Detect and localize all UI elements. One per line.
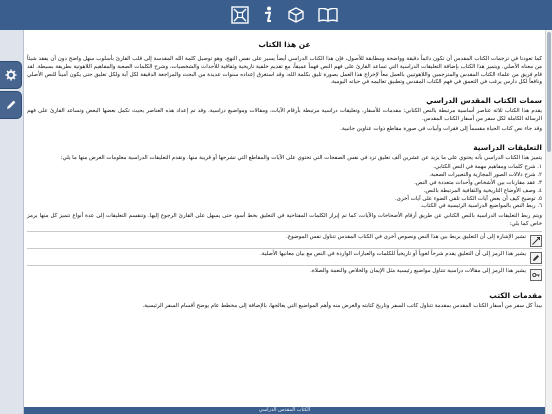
document-content	[27, 34, 542, 313]
list-item: ٢. شرح دلالات الصور المجازية والتعبيرات الصعبة.	[429, 172, 542, 179]
pencil-note-icon	[530, 252, 542, 264]
section-intros-body: يبدأ كل سفر من أسفار الكتاب المقدس بمقدمة تتناول كاتب السفر وتاريخ كتابته والغرض منه وأهم المواضيع التي يعالجها، بالإضافة إلى مخطط عام يوضح أقسام السفر الرئيسية.	[142, 302, 542, 309]
sidebar	[0, 30, 24, 414]
callout-text: يشير هذا الرمز إلى مقالات دراسية تتناول مواضيع رئيسية مثل الإيمان والخلاص والنعمة والصلاة.	[310, 267, 526, 274]
section-features-body: يقدم هذا الكتاب ثلاثة عناصر أساسية مرتبطة بالنص الكتابي: مقدمات للأسفار، وتعليقات دراسية مرتبطة بأرقام الآيات، ومقالات ومواضيع دراسية. وقد تم إعداد هذه العناصر بحيث تكمل بعضها البعض وتساعد القارئ على فهم الرسالة الكاملة لكل سفر من أسفار الكتاب المقدس.	[27, 108, 542, 122]
section-notes-title: التعليقات الدراسية	[473, 142, 542, 152]
callout-key	[27, 265, 542, 282]
section-notes-body: يتميز هذا الكتاب الدراسي بأنه يحتوي على ما يزيد عن عشرين ألف تعليق ترد في نفس الصفحات التي تحتوي على الآيات والمقاطع التي تشرحها أو قريبة منها. وتقدم التعليقات الدراسية معلومات الغرض منها ما يلي:	[60, 154, 542, 161]
list-item: ١. شرح كلمات ومفاهيم مهمة في النص الكتابي.	[433, 164, 542, 171]
section-features-more: وقد جاء نص كتاب الحياة مقسماً إلى فقرات وأبيات في صورة مقاطع ذوات عناوين جانبية.	[340, 125, 542, 132]
list-item: ٤. وصف الأوضاع التاريخية والثقافية المرتبطة بالنص.	[423, 187, 542, 194]
document-view[interactable]	[24, 30, 545, 414]
cube-icon	[288, 7, 304, 23]
callout-crossref	[27, 231, 542, 248]
cube-button[interactable]	[284, 4, 308, 26]
gear-icon	[5, 69, 17, 81]
info-button[interactable]	[256, 4, 280, 26]
notes-tab[interactable]	[0, 91, 22, 119]
list-item: ٣. عقد مقارنات بين الأشخاص وأحداث متعددة في النص.	[414, 179, 542, 186]
toolbar	[0, 0, 552, 31]
scrollbar[interactable]	[545, 30, 552, 414]
settings-tab[interactable]	[0, 61, 22, 89]
crossref-icon	[530, 235, 542, 247]
open-book-button[interactable]	[316, 4, 340, 26]
cross-reference-icon	[231, 6, 249, 24]
intro-paragraph: كما تعودنا في ترجمات الكتاب المقدس أن تكون دائماً دقيقة وواضحة ومطابقة للأصول، فإن هذا الكتاب الدراسي أيضاً يسير على نفس النهج، وهو توصيل كلمة الله المقدسة إلى قلب القارئ بأسلوب سهل واضح دون أن يفقد شيئاً من معناه الأصلي. ويتميز هذا الكتاب بإضافة التعليقات الدراسية التي تساعد القارئ على فهم النص فهماً عميقاً، مع تقديم خلفية تاريخية وثقافية للأحداث والشخصيات، وشرح الكلمات الصعبة والمفاهيم اللاهوتية بطريقة بسيطة. لقد قام فريق من علماء الكتاب المقدس والمترجمين واللاهوتيين بالعمل معاً لإخراج هذا العمل بصورة تليق بكلمة الله، وقد استغرق إعداده سنوات عديدة من البحث والمراجعة الدقيقة لكل آية ولكل تعليق حتى يكون أميناً للنص الأصلي ونافعاً لكل دارس يرغب في التعمق في فهم الكتاب المقدس وتطبيق تعاليمه في حياته اليومية.	[27, 56, 542, 86]
callout-text: تشير الإشارة إلى أن التعليق يربط بين هذا النص ونصوص أخرى في الكتاب المقدس تتناول نفس الموضوع.	[286, 233, 526, 240]
cross-reference-button[interactable]	[228, 4, 252, 26]
section-intros-title: مقدمات الكتب	[489, 290, 542, 300]
page-title: عن هذا الكتاب	[258, 40, 311, 49]
open-book-icon	[318, 8, 338, 22]
section-features-title: سمات الكتاب المقدس الدراسي	[426, 96, 542, 106]
callout-text: يشير هذا الرمز إلى أن التعليق يقدم شرحاً لغوياً أو تاريخياً للكلمات والعبارات الواردة في النص مع بيان معانيها الأصلية.	[260, 250, 526, 257]
list-item: ٦. ربط النص بالمواضيع الدراسية الرئيسية في الكتاب.	[420, 203, 542, 210]
section-notes-more: ويتم ربط التعليقات الدراسية بالنص الكتابي عن طريق أرقام الأصحاحات والآيات، كما تم إبراز الكلمات المفتاحية في التعليق بخط أسود حتى يسهل على القارئ الرجوع إليها. وتنقسم التعليقات إلى عدة أنواع تتميز كل منها برمز خاص كما يلي:	[27, 213, 542, 227]
key-icon	[530, 269, 542, 281]
callout-note	[27, 248, 542, 265]
pencil-icon	[5, 99, 17, 111]
info-icon	[263, 6, 273, 24]
list-item: ٥. توضيح كيف أن بعض آيات الكتاب تلقي الضوء على آيات أخرى.	[394, 195, 542, 202]
scrollbar-thumb[interactable]	[547, 32, 551, 152]
footer-bar: الكتاب المقدس الدراسي	[24, 407, 545, 414]
